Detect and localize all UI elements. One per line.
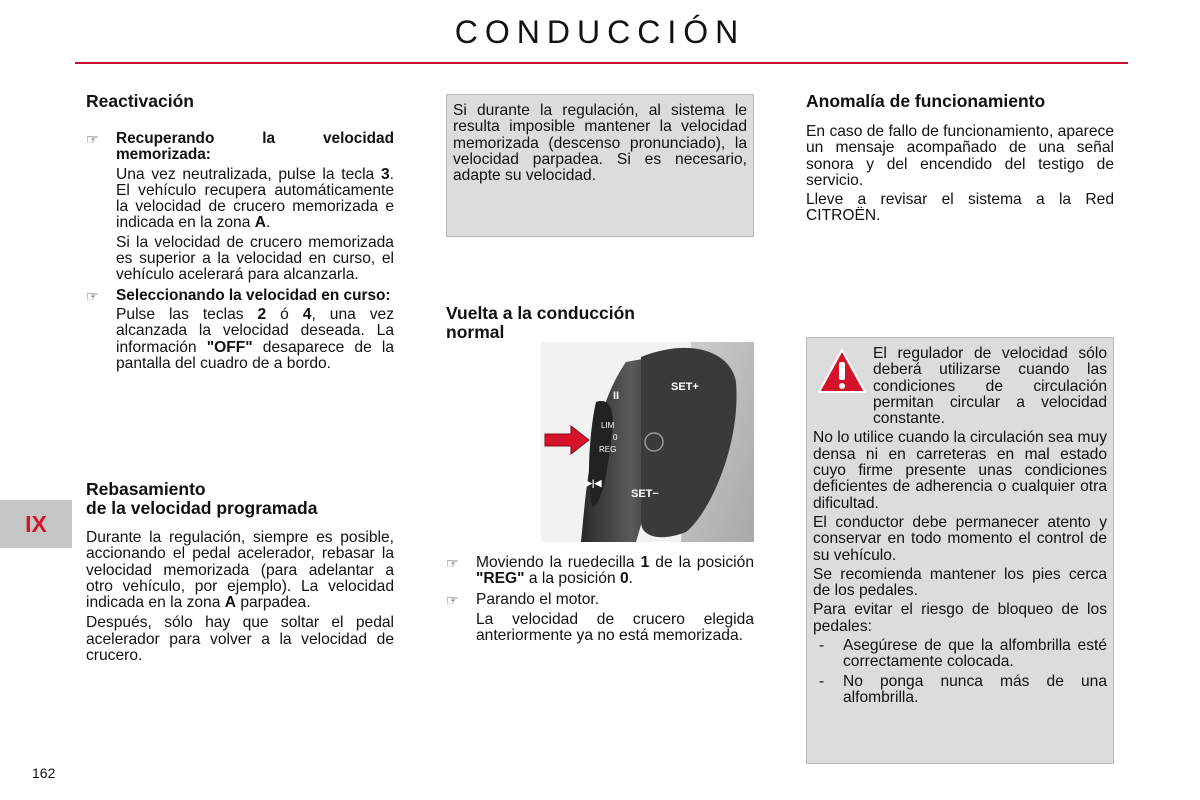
stalk-drawing (541, 342, 754, 542)
text-run: Pulse las teclas (116, 305, 258, 323)
list-item-text: Parando el motor. (476, 590, 600, 608)
set-minus-label: SET− (631, 488, 659, 500)
hand-pointer-icon: ☞ (446, 591, 459, 608)
off-label: "OFF" (206, 338, 253, 356)
item-paragraph (116, 167, 394, 232)
text-run: Una vez neutralizada, pulse la tecla (116, 165, 381, 183)
malfunction-paragraph: En caso de fallo de funcionamiento, aparece un mensaje acompañado de una señal sonora y del encendido del testigo de servicio. (806, 123, 1114, 189)
chapter-tab (0, 500, 72, 548)
warning-triangle-icon (817, 348, 867, 394)
reactivation-item-current (86, 288, 394, 372)
overtaking-paragraph: Después, sólo hay que soltar el pedal acelerador para volver a la velocidad de crucero. (86, 614, 394, 665)
zero-position: 0 (619, 570, 629, 588)
zone-letter: A (224, 594, 236, 612)
normal-heading-line2: normal (446, 322, 505, 342)
reactivation-heading: Reactivación (86, 91, 194, 111)
text-run: desaparece de la pantalla del cuadro de a bordo. (116, 338, 394, 372)
item-paragraph (116, 307, 394, 372)
overtaking-section (86, 480, 394, 664)
normal-driving-section (446, 304, 754, 342)
warning-box (806, 337, 1114, 764)
warning-intro (813, 346, 1107, 427)
hand-pointer-icon: ☞ (446, 555, 459, 571)
warning-dash-item (813, 638, 1107, 671)
dash-item-text: Asegúrese de que la alfombrilla esté correctamente colocada. (843, 637, 1107, 671)
wheel-number: 1 (640, 554, 650, 571)
key-number: 2 (257, 305, 267, 323)
overtaking-heading-line2: de la velocidad programada (86, 498, 318, 518)
list-item-subtext: La velocidad de crucero elegida anteriormente ya no está memorizada. (476, 610, 754, 645)
hand-pointer-icon: ☞ (86, 131, 99, 147)
text-run: de la posición (649, 554, 754, 571)
list-item (446, 590, 754, 645)
text-run: Durante la regulación, siempre es posible, accionando el pedal acelerador, rebasar la velocidad memorizada (para adelantar a otro vehículo, por ejemplo). La velocidad indicada en la zona (86, 529, 394, 612)
zone-letter: A (254, 214, 266, 232)
warning-dash-item (813, 674, 1107, 707)
item-title: Recuperando la velocidad memorizada: (116, 130, 394, 164)
reg-position: "REG" (476, 570, 525, 588)
text-run: a la posición (524, 570, 620, 588)
key-number: 4 (302, 305, 312, 323)
text-run: . (628, 570, 633, 588)
header-divider (75, 62, 1128, 64)
warning-paragraph: Para evitar el riesgo de bloqueo de los pedales: (813, 601, 1107, 635)
dash-item-text: No ponga nunca más de una alfombrilla. (843, 672, 1107, 706)
malfunction-heading: Anomalía de funcionamiento (806, 91, 1046, 111)
zero-label: 0 (613, 433, 618, 442)
reactivation-section (86, 92, 394, 372)
resume-label: ▶|◀ (585, 478, 602, 488)
item-title: Seleccionando la velocidad en curso: (116, 286, 391, 304)
info-box-text: Si durante la regulación, al sistema le resulta imposible mantener la velocidad memorizada (descenso pronunciado), la velocidad parpadea. Si es necesario, adapte su velocidad. (453, 102, 747, 185)
info-box (446, 94, 754, 237)
list-item (446, 554, 754, 588)
warning-intro-text: El regulador de velocidad sólo deberá utilizarse cuando las condiciones de circulación permitan circular a velocidad constante. (873, 345, 1107, 428)
text-run: ó (266, 305, 303, 323)
text-run: . (265, 214, 271, 232)
overtaking-heading-line1: Rebasamiento (86, 479, 206, 499)
hand-pointer-icon: ☞ (86, 287, 99, 304)
warning-paragraph: No lo utilice cuando la circulación sea muy densa ni en carreteras en mal estado cuyo firme presente unas condiciones deficientes de adherencia o cualquier otra dificultad. (813, 429, 1107, 512)
reactivation-item-recover (86, 131, 394, 284)
key-number: 3 (380, 165, 390, 183)
overtaking-paragraph (86, 530, 394, 611)
chapter-label: IX (25, 511, 47, 537)
set-plus-label: SET+ (671, 381, 699, 393)
dash-bullet: - (819, 637, 825, 655)
malfunction-paragraph: Lleve a revisar el sistema a la Red CITROËN. (806, 191, 1114, 225)
text-run: Moviendo la ruedecilla (476, 554, 641, 571)
text-run: parpadea. (235, 594, 311, 612)
page-title: CONDUCCIÓN (454, 14, 746, 50)
warning-paragraph: Se recomienda mantener los pies cerca de los pedales. (813, 565, 1107, 600)
normal-driving-list (446, 554, 754, 645)
pause-label: II (613, 390, 620, 402)
dash-bullet: - (819, 672, 825, 690)
lim-label: LIM (601, 421, 615, 430)
malfunction-section (806, 92, 1114, 225)
cruise-control-stalk-illustration (541, 342, 754, 542)
warning-paragraph: El conductor debe permanecer atento y conservar en todo momento el control de su vehículo. (813, 513, 1107, 564)
text-run: , una vez alcanzada la velocidad deseada. La información (116, 305, 394, 356)
list-item-text (476, 555, 754, 588)
reg-label: REG (599, 445, 617, 454)
normal-heading-line1: Vuelta a la conducción (446, 303, 635, 323)
text-run: . El vehículo recupera automáticamente la velocidad de crucero memorizada e indicada en la zona (116, 165, 394, 232)
page-number: 162 (32, 765, 56, 781)
item-paragraph: Si la velocidad de crucero memorizada es superior a la velocidad en curso, el vehículo acelerará para alcanzarla. (116, 233, 394, 284)
